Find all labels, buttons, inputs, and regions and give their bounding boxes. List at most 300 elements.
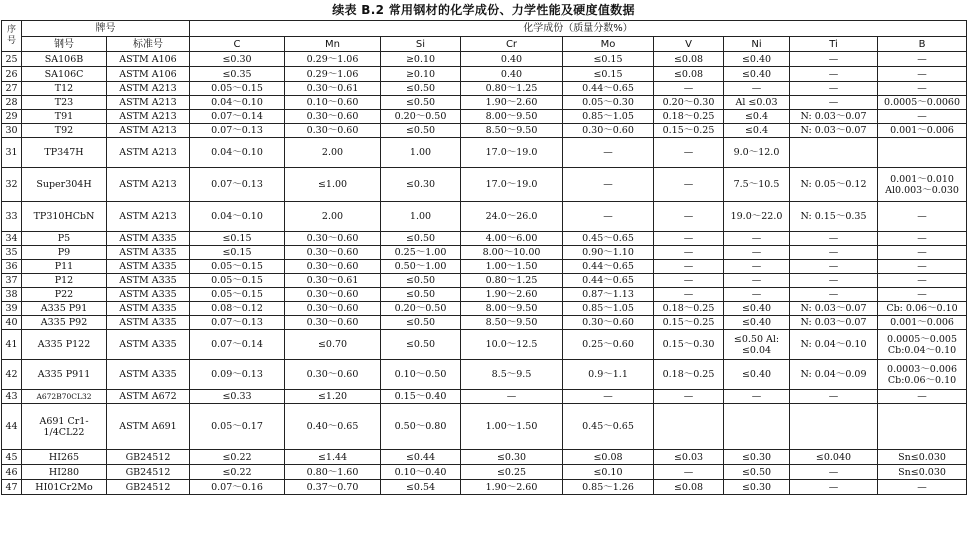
standard-number: ASTM A335 — [107, 316, 190, 330]
si-value: ≤0.50 — [381, 316, 461, 330]
ni-value: ≤0.40 — [724, 52, 790, 67]
si-value: 0.10～0.40 — [381, 465, 461, 480]
b-value — [878, 404, 967, 450]
si-value: ≤0.50 — [381, 288, 461, 302]
ni-value: — — [724, 82, 790, 96]
steel-grade: P22 — [22, 288, 107, 302]
steel-grade: T91 — [22, 110, 107, 124]
ti-value: N: 0.04～0.10 — [790, 330, 878, 360]
header-grade-group: 牌号 — [22, 21, 190, 37]
standard-number: ASTM A213 — [107, 168, 190, 202]
si-value: ≤0.50 — [381, 274, 461, 288]
cr-value: 1.90～2.60 — [461, 288, 563, 302]
mn-value: 2.00 — [285, 202, 381, 232]
ti-value: N: 0.03～0.07 — [790, 124, 878, 138]
cr-value: 1.90～2.60 — [461, 480, 563, 495]
cr-value: 0.40 — [461, 52, 563, 67]
b-value: — — [878, 82, 967, 96]
mo-value: 0.44～0.65 — [563, 82, 654, 96]
standard-number: ASTM A691 — [107, 404, 190, 450]
cr-value: 4.00～6.00 — [461, 232, 563, 246]
table-row — [2, 138, 967, 168]
ti-value — [790, 138, 878, 168]
ti-value: — — [790, 232, 878, 246]
si-value: 0.50～1.00 — [381, 260, 461, 274]
header-row-2 — [2, 37, 967, 52]
mo-value: 0.87～1.13 — [563, 288, 654, 302]
header-element-b: B — [878, 37, 967, 52]
steel-grade: TP310HCbN — [22, 202, 107, 232]
mo-value: 0.25～0.60 — [563, 330, 654, 360]
steel-grade: HI265 — [22, 450, 107, 465]
mn-value: 0.37～0.70 — [285, 480, 381, 495]
row-number: 27 — [2, 82, 22, 96]
si-value: 0.10～0.50 — [381, 360, 461, 390]
mo-value: 0.85～1.05 — [563, 110, 654, 124]
v-value: ≤0.08 — [654, 67, 724, 82]
row-number: 44 — [2, 404, 22, 450]
row-number: 37 — [2, 274, 22, 288]
v-value: — — [654, 82, 724, 96]
ni-value: ≤0.40 — [724, 67, 790, 82]
header-element-si: Si — [381, 37, 461, 52]
table-row — [2, 110, 967, 124]
mo-value: — — [563, 168, 654, 202]
mn-value: 0.10～0.60 — [285, 96, 381, 110]
si-value: ≤0.50 — [381, 232, 461, 246]
mo-value: 0.45～0.65 — [563, 232, 654, 246]
b-value: — — [878, 288, 967, 302]
mn-value: 0.30～0.61 — [285, 82, 381, 96]
ti-value: — — [790, 288, 878, 302]
cr-value: — — [461, 390, 563, 404]
ti-value: N: 0.03～0.07 — [790, 316, 878, 330]
cr-value: 17.0～19.0 — [461, 138, 563, 168]
v-value — [654, 404, 724, 450]
mo-value: 0.44～0.65 — [563, 260, 654, 274]
mn-value: 0.29～1.06 — [285, 67, 381, 82]
row-number: 42 — [2, 360, 22, 390]
steel-grade: T12 — [22, 82, 107, 96]
steel-grade: T92 — [22, 124, 107, 138]
mo-value: 0.05～0.30 — [563, 96, 654, 110]
cr-value: 8.00～9.50 — [461, 110, 563, 124]
ni-value: ≤0.40 — [724, 360, 790, 390]
row-number: 28 — [2, 96, 22, 110]
standard-number: ASTM A335 — [107, 232, 190, 246]
steel-grade: A335 P91 — [22, 302, 107, 316]
row-number: 31 — [2, 138, 22, 168]
standard-number: ASTM A335 — [107, 274, 190, 288]
ti-value: — — [790, 480, 878, 495]
b-value: — — [878, 110, 967, 124]
mo-value: — — [563, 390, 654, 404]
steel-grade: T23 — [22, 96, 107, 110]
si-value: ≤0.50 — [381, 330, 461, 360]
steel-grade: A335 P911 — [22, 360, 107, 390]
ni-value: ≤0.40 — [724, 302, 790, 316]
standard-number: ASTM A106 — [107, 52, 190, 67]
table-body — [2, 52, 967, 495]
mo-value: — — [563, 202, 654, 232]
ni-value: 9.0～12.0 — [724, 138, 790, 168]
mo-value: 0.85～1.26 — [563, 480, 654, 495]
mo-value: 0.85～1.05 — [563, 302, 654, 316]
table-row — [2, 404, 967, 450]
standard-number: ASTM A213 — [107, 110, 190, 124]
ni-value: — — [724, 246, 790, 260]
si-value: 0.25～1.00 — [381, 246, 461, 260]
v-value: — — [654, 168, 724, 202]
c-value: 0.04～0.10 — [190, 202, 285, 232]
cr-value: 1.90～2.60 — [461, 96, 563, 110]
si-value: 0.15～0.40 — [381, 390, 461, 404]
ti-value: — — [790, 274, 878, 288]
table-row — [2, 288, 967, 302]
v-value: 0.15～0.25 — [654, 124, 724, 138]
ti-value: — — [790, 390, 878, 404]
si-value: ≤0.50 — [381, 82, 461, 96]
standard-number: ASTM A335 — [107, 260, 190, 274]
cr-value: 17.0～19.0 — [461, 168, 563, 202]
cr-value: 8.5～9.5 — [461, 360, 563, 390]
mo-value: ≤0.15 — [563, 67, 654, 82]
ni-value: 19.0～22.0 — [724, 202, 790, 232]
steel-grade: Super304H — [22, 168, 107, 202]
c-value: 0.07～0.13 — [190, 124, 285, 138]
standard-number: GB24512 — [107, 465, 190, 480]
mn-value: 0.30～0.61 — [285, 274, 381, 288]
standard-number: ASTM A672 — [107, 390, 190, 404]
table-row — [2, 302, 967, 316]
mn-value: 0.30～0.60 — [285, 260, 381, 274]
row-number: 32 — [2, 168, 22, 202]
c-value: ≤0.22 — [190, 465, 285, 480]
v-value: — — [654, 260, 724, 274]
si-value: 0.20～0.50 — [381, 302, 461, 316]
header-element-mo: Mo — [563, 37, 654, 52]
ti-value: — — [790, 465, 878, 480]
ni-value: ≤0.30 — [724, 480, 790, 495]
si-value: ≤0.44 — [381, 450, 461, 465]
table-row — [2, 202, 967, 232]
table-row — [2, 330, 967, 360]
c-value: 0.05～0.15 — [190, 260, 285, 274]
row-number: 36 — [2, 260, 22, 274]
table-row — [2, 124, 967, 138]
si-value: 0.20～0.50 — [381, 110, 461, 124]
row-number: 45 — [2, 450, 22, 465]
v-value: 0.15～0.25 — [654, 316, 724, 330]
si-value: ≤0.50 — [381, 124, 461, 138]
b-value: Sn≤0.030 — [878, 465, 967, 480]
row-number: 29 — [2, 110, 22, 124]
mo-value: 0.30～0.60 — [563, 316, 654, 330]
v-value: 0.15～0.30 — [654, 330, 724, 360]
table-row — [2, 246, 967, 260]
v-value: ≤0.08 — [654, 52, 724, 67]
row-number: 34 — [2, 232, 22, 246]
standard-number: ASTM A213 — [107, 138, 190, 168]
mn-value: ≤0.70 — [285, 330, 381, 360]
mn-value: 2.00 — [285, 138, 381, 168]
c-value: 0.04～0.10 — [190, 96, 285, 110]
ti-value: N: 0.15～0.35 — [790, 202, 878, 232]
v-value: ≤0.08 — [654, 480, 724, 495]
ti-value: N: 0.04～0.09 — [790, 360, 878, 390]
cr-value: 1.00～1.50 — [461, 404, 563, 450]
ni-value: Al ≤0.03 — [724, 96, 790, 110]
mn-value: 0.30～0.60 — [285, 316, 381, 330]
row-number: 39 — [2, 302, 22, 316]
steel-grade: SA106C — [22, 67, 107, 82]
standard-number: ASTM A335 — [107, 330, 190, 360]
mn-value: 0.40～0.65 — [285, 404, 381, 450]
steel-grade: SA106B — [22, 52, 107, 67]
standard-number: ASTM A213 — [107, 96, 190, 110]
table-row — [2, 465, 967, 480]
ti-value: N: 0.03～0.07 — [790, 302, 878, 316]
v-value: 0.18～0.25 — [654, 360, 724, 390]
header-element-c: C — [190, 37, 285, 52]
cr-value: 8.50～9.50 — [461, 316, 563, 330]
mo-value: 0.90～1.10 — [563, 246, 654, 260]
table-row — [2, 168, 967, 202]
ni-value: ≤0.4 — [724, 110, 790, 124]
table-row — [2, 316, 967, 330]
ni-value: ≤0.50 — [724, 465, 790, 480]
c-value: 0.05～0.15 — [190, 288, 285, 302]
table-title: 续表 B.2 常用钢材的化学成份、力学性能及硬度值数据 — [332, 3, 635, 17]
ni-value: — — [724, 288, 790, 302]
c-value: ≤0.22 — [190, 450, 285, 465]
header-chem-group: 化学成份（质量分数%） — [190, 21, 967, 37]
standard-number: ASTM A335 — [107, 360, 190, 390]
c-value: 0.04～0.10 — [190, 138, 285, 168]
c-value: 0.07～0.13 — [190, 316, 285, 330]
steel-grade: P9 — [22, 246, 107, 260]
cr-value: 0.80～1.25 — [461, 274, 563, 288]
cr-value: 1.00～1.50 — [461, 260, 563, 274]
c-value: 0.07～0.14 — [190, 330, 285, 360]
ti-value: ≤0.040 — [790, 450, 878, 465]
b-value: — — [878, 260, 967, 274]
row-number: 26 — [2, 67, 22, 82]
v-value: — — [654, 390, 724, 404]
table-row — [2, 260, 967, 274]
v-value: 0.18～0.25 — [654, 302, 724, 316]
mn-value: 0.30～0.60 — [285, 360, 381, 390]
ni-value: ≤0.30 — [724, 450, 790, 465]
steel-grade: A691 Cr1-1/4CL22 — [22, 404, 107, 450]
c-value: ≤0.15 — [190, 246, 285, 260]
c-value: 0.09～0.13 — [190, 360, 285, 390]
v-value: — — [654, 288, 724, 302]
b-value: 0.0005～0.0060 — [878, 96, 967, 110]
steel-composition-table — [1, 20, 967, 495]
ti-value: — — [790, 67, 878, 82]
b-value: — — [878, 274, 967, 288]
mo-value: 0.30～0.60 — [563, 124, 654, 138]
ti-value: — — [790, 260, 878, 274]
b-value: — — [878, 480, 967, 495]
b-value: 0.001～0.006 — [878, 124, 967, 138]
header-standard: 标准号 — [107, 37, 190, 52]
ni-value: ≤0.40 — [724, 316, 790, 330]
b-value: — — [878, 232, 967, 246]
ni-value: — — [724, 274, 790, 288]
table-row — [2, 232, 967, 246]
mn-value: 0.29～1.06 — [285, 52, 381, 67]
row-number: 35 — [2, 246, 22, 260]
c-value: 0.08～0.12 — [190, 302, 285, 316]
v-value: — — [654, 274, 724, 288]
ni-value: — — [724, 260, 790, 274]
standard-number: ASTM A335 — [107, 288, 190, 302]
ni-value: — — [724, 390, 790, 404]
row-number: 43 — [2, 390, 22, 404]
ni-value — [724, 404, 790, 450]
row-number: 25 — [2, 52, 22, 67]
steel-grade: P11 — [22, 260, 107, 274]
mn-value: ≤1.20 — [285, 390, 381, 404]
b-value: Sn≤0.030 — [878, 450, 967, 465]
mo-value: 0.9～1.1 — [563, 360, 654, 390]
ni-value: 7.5～10.5 — [724, 168, 790, 202]
row-number: 40 — [2, 316, 22, 330]
c-value: ≤0.30 — [190, 52, 285, 67]
si-value: 1.00 — [381, 202, 461, 232]
table-row — [2, 96, 967, 110]
b-value — [878, 138, 967, 168]
si-value: ≥0.10 — [381, 52, 461, 67]
b-value: 0.0003～0.006 Cb:0.06～0.10 — [878, 360, 967, 390]
mn-value: 0.30～0.60 — [285, 232, 381, 246]
b-value: Cb: 0.06～0.10 — [878, 302, 967, 316]
table-row — [2, 82, 967, 96]
steel-grade: P5 — [22, 232, 107, 246]
row-number: 41 — [2, 330, 22, 360]
b-value: — — [878, 67, 967, 82]
b-value: — — [878, 52, 967, 67]
header-element-ti: Ti — [790, 37, 878, 52]
si-value: ≤0.54 — [381, 480, 461, 495]
standard-number: GB24512 — [107, 450, 190, 465]
si-value: ≥0.10 — [381, 67, 461, 82]
ni-value: ≤0.50 Al: ≤0.04 — [724, 330, 790, 360]
table-row — [2, 274, 967, 288]
si-value: 0.50～0.80 — [381, 404, 461, 450]
header-element-cr: Cr — [461, 37, 563, 52]
row-number: 33 — [2, 202, 22, 232]
ti-value: — — [790, 246, 878, 260]
si-value: ≤0.30 — [381, 168, 461, 202]
v-value: 0.18～0.25 — [654, 110, 724, 124]
table-row — [2, 450, 967, 465]
cr-value: ≤0.30 — [461, 450, 563, 465]
v-value: — — [654, 465, 724, 480]
steel-grade: TP347H — [22, 138, 107, 168]
standard-number: ASTM A106 — [107, 67, 190, 82]
ti-value — [790, 404, 878, 450]
mn-value: 0.80～1.60 — [285, 465, 381, 480]
table-row — [2, 360, 967, 390]
standard-number: ASTM A213 — [107, 202, 190, 232]
ni-value: — — [724, 232, 790, 246]
c-value: 0.05～0.17 — [190, 404, 285, 450]
header-element-v: V — [654, 37, 724, 52]
v-value: — — [654, 202, 724, 232]
c-value: 0.07～0.14 — [190, 110, 285, 124]
b-value: 0.001～0.010 Al0.003～0.030 — [878, 168, 967, 202]
v-value: 0.20～0.30 — [654, 96, 724, 110]
table-row — [2, 52, 967, 67]
steel-grade: A335 P92 — [22, 316, 107, 330]
row-number: 38 — [2, 288, 22, 302]
c-value: 0.05～0.15 — [190, 274, 285, 288]
steel-grade: A335 P122 — [22, 330, 107, 360]
table-row — [2, 390, 967, 404]
si-value: ≤0.50 — [381, 96, 461, 110]
ni-value: ≤0.4 — [724, 124, 790, 138]
cr-value: 10.0～12.5 — [461, 330, 563, 360]
cr-value: 8.00～10.00 — [461, 246, 563, 260]
mn-value: ≤1.00 — [285, 168, 381, 202]
header-grade: 钢号 — [22, 37, 107, 52]
c-value: ≤0.15 — [190, 232, 285, 246]
si-value: 1.00 — [381, 138, 461, 168]
b-value: — — [878, 202, 967, 232]
cr-value: 8.50～9.50 — [461, 124, 563, 138]
cr-value: 0.40 — [461, 67, 563, 82]
ti-value: — — [790, 82, 878, 96]
cr-value: 8.00～9.50 — [461, 302, 563, 316]
mn-value: 0.30～0.60 — [285, 288, 381, 302]
ti-value: — — [790, 96, 878, 110]
header-element-ni: Ni — [724, 37, 790, 52]
v-value: — — [654, 232, 724, 246]
table-row — [2, 67, 967, 82]
b-value: — — [878, 246, 967, 260]
v-value: ≤0.03 — [654, 450, 724, 465]
cr-value: ≤0.25 — [461, 465, 563, 480]
mo-value: — — [563, 138, 654, 168]
standard-number: GB24512 — [107, 480, 190, 495]
c-value: 0.05～0.15 — [190, 82, 285, 96]
mn-value: 0.30～0.60 — [285, 302, 381, 316]
steel-grade: A672B70CL32 — [22, 390, 107, 404]
mo-value: 0.44～0.65 — [563, 274, 654, 288]
cr-value: 24.0～26.0 — [461, 202, 563, 232]
b-value: 0.001～0.006 — [878, 316, 967, 330]
c-value: 0.07～0.16 — [190, 480, 285, 495]
mo-value: 0.45～0.65 — [563, 404, 654, 450]
c-value: ≤0.33 — [190, 390, 285, 404]
standard-number: ASTM A335 — [107, 302, 190, 316]
steel-grade: HI280 — [22, 465, 107, 480]
standard-number: ASTM A213 — [107, 124, 190, 138]
v-value: — — [654, 138, 724, 168]
mo-value: ≤0.15 — [563, 52, 654, 67]
mn-value: 0.30～0.60 — [285, 124, 381, 138]
mo-value: ≤0.08 — [563, 450, 654, 465]
standard-number: ASTM A213 — [107, 82, 190, 96]
v-value: — — [654, 246, 724, 260]
table-row — [2, 480, 967, 495]
mn-value: ≤1.44 — [285, 450, 381, 465]
mn-value: 0.30～0.60 — [285, 246, 381, 260]
steel-grade: P12 — [22, 274, 107, 288]
